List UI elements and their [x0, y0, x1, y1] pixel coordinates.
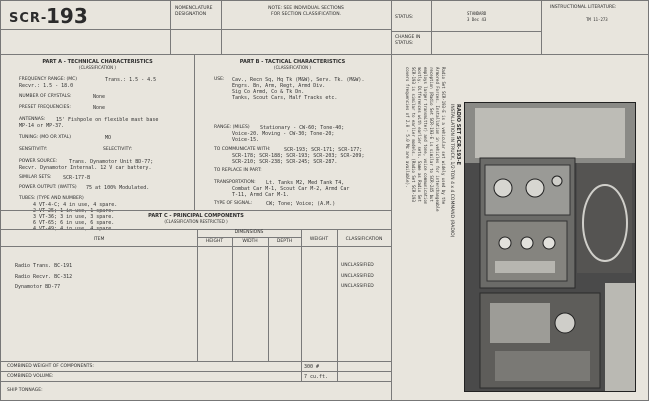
caption-line: covers frequencies of 2.0 - 5.0 Mc are available). [405, 67, 410, 188]
component-class: UNCLASSIFIED [341, 263, 374, 268]
nomenclature-label: NOMENCLATURE DESIGNATION [175, 6, 213, 17]
combined-weight-label: COMBINED WEIGHT OF COMPONENTS: [7, 364, 94, 369]
caption-line: mostly. Differences with earlier sets. Same as Radio Set [417, 67, 422, 202]
preset-label: PRESET FREQUENCIES: [19, 105, 71, 110]
caption-line: Radio Set SCR-193-E is a vehicular set widely used by the [441, 67, 446, 205]
component-class: UNCLASSIFIED [341, 284, 374, 289]
crystals-label: NUMBER OF CRYSTALS: [19, 94, 72, 99]
col-depth: DEPTH [276, 239, 293, 244]
use-line: Tanks, Scout Cars, Half Tracks etc. [232, 95, 338, 101]
power-value: Trans. Dynamotor Unit BD-77; [69, 159, 154, 165]
scr-prefix: SCR- [9, 11, 48, 26]
range-line: Stationary - CW-60; Tone-40; [260, 125, 345, 131]
component-item: Dynamotor BD-77 [15, 284, 61, 290]
component-class: UNCLASSIFIED [341, 274, 374, 279]
output-label: POWER OUTPUT: (WATTS) [19, 185, 77, 190]
freq-label: FREQUENCY RANGE: (MC) [19, 77, 78, 82]
status-label: STATUS: [395, 15, 414, 20]
use-line: Cav., Recn Sq, Hq Tk (M&W), Serv. Tk. (M&W). [232, 77, 365, 83]
replace-label: TO REPLACE IN PART: [214, 168, 262, 173]
component-item: Radio Trans. BC-191 [15, 263, 73, 269]
tube-line: 2 VT-25; 1 in use, 1 spare. [33, 208, 115, 214]
part-a-classification: (CLASSIFICATION ) [79, 65, 116, 70]
part-c-classification: (CLASSIFICATION RESTRICTED ) [164, 219, 228, 224]
tube-line: 3 VT-36; 3 in use, 3 spare. [33, 214, 115, 220]
change-status-label: CHANGE IN STATUS: [395, 35, 421, 46]
part-b-classification: (CLASSIFICATION ) [274, 65, 311, 70]
caption-line: employs larger transmitter) and tone, voice communication [423, 67, 428, 205]
tube-line: 4 VT-4-C; 4 in use, 4 spare. [33, 202, 118, 208]
similar-value: SCR-177-B [63, 175, 91, 181]
combined-volume-value: 7 cu.ft. [304, 374, 329, 380]
tube-line: 4 VT-49; 4 in use, 4 spare. [33, 226, 115, 232]
caption-line: Armored Forces. Installation in vehicles for interchangeable [435, 67, 440, 212]
power-value-2: Recvr. Dynamotor Internal. 12 V car battery. [19, 165, 152, 171]
combined-weight-value: 300 # [304, 364, 320, 370]
range-line: Voice-15. [232, 137, 260, 143]
output-value: 75 at 100% Modulated. [86, 185, 150, 191]
antenna-value: 15' Fishpole on flexible mast base [56, 117, 159, 123]
antenna-value-2: MP-14 or MP-37. [19, 123, 65, 129]
sensitivity-label: SENSITIVITY: [19, 147, 48, 152]
col-classification: CLASSIFICATION [345, 237, 383, 242]
col-width: WIDTH [242, 239, 258, 244]
status-date: 3 Dec 43 [467, 17, 487, 22]
equipment-photo [464, 102, 636, 392]
radio-installation-photo [465, 103, 635, 391]
col-item: ITEM [93, 237, 105, 242]
photo-caption-subtitle: INSTALLATION IN TRUCK, 1/2-TON 4 x 4 COMMAND (RADIO) [449, 104, 454, 238]
range-line: Voice-20. Moving - CW-30; Tone-20; [232, 131, 335, 137]
status-value: STANDARD [467, 11, 487, 16]
transport-line: Combat Car M-1, Scout Car M-2, Armd Car [232, 186, 350, 192]
col-height: HEIGHT [205, 239, 224, 244]
caption-line: SCR-193 is similar to earlier models. (Radio Set SCR-193 [411, 67, 416, 202]
part-c-title: PART C - PRINCIPAL COMPONENTS [148, 213, 244, 219]
col-weight: WEIGHT [309, 237, 329, 242]
photo-caption-title: RADIO SET SCR-193-E [455, 104, 461, 166]
preset-value: None [93, 105, 106, 111]
tuning-value: MO [105, 135, 112, 141]
use-line: Engrs. Bn, Arm, Regt, Armd Div. [232, 83, 326, 89]
use-line: Sig Co Armd, Co & Tk Dn. [232, 89, 305, 95]
literature-value: TM 11-273 [586, 17, 608, 22]
ship-tonnage-label: SHIP TONNAGE: [7, 388, 43, 393]
range-label: RANGE: (MILES) [214, 125, 250, 130]
communicate-line: SCR-193; SCR-171; SCR-177; [284, 147, 363, 153]
section-note: NOTE: SEE INDIVIDUAL SECTIONS FOR SECTION CLASSIFICATION. [268, 6, 344, 17]
similar-label: SIMILAR SETS: [19, 175, 52, 180]
crystals-value: None [93, 94, 106, 100]
col-dimensions: DIMENSIONS [234, 230, 264, 235]
tube-line: 6 VT-65; 6 in use, 6 spare. [33, 220, 115, 226]
part-a-title: PART A - TECHNICAL CHARACTERISTICS [42, 59, 153, 65]
freq-trans: Trans.: 1.5 - 4.5 [105, 77, 157, 83]
combined-volume-label: COMBINED VOLUME: [7, 374, 54, 379]
component-item: Radio Recvr. BC-312 [15, 274, 73, 280]
freq-recvr: Recvr.: 1.5 - 18.0 [19, 83, 74, 89]
tuning-label: TUNING: (MO OR XTAL) [19, 135, 71, 140]
literature-label: INSTRUCTIONAL LITERATURE: [550, 5, 617, 10]
selectivity-label: SELECTIVITY: [103, 147, 133, 152]
use-label: USE: [214, 77, 225, 82]
transport-line: T-11, Armd Car M-1. [232, 192, 290, 198]
antenna-label: ANTENNAS: [19, 117, 46, 122]
tubes-label: TUBES: (TYPE AND NUMBER) [19, 196, 84, 201]
part-b-title: PART B - TACTICAL CHARACTERISTICS [239, 59, 346, 65]
power-label: POWER SOURCE: [19, 159, 58, 164]
signal-label: TYPE OF SIGNAL: [214, 201, 253, 206]
communicate-label: TO COMMUNICATE WITH: [214, 147, 271, 152]
communicate-line: SCR-178; SCR-188; SCR-193; SCR-203; SCR-209; [232, 153, 365, 159]
communicate-line: SCR-210; SCR-238; SCR-245; SCR-287. [232, 159, 338, 165]
caption-line: reception (Radio Set SCR-193-E is similar to SCR-245 but [429, 67, 434, 202]
signal-value: CW; Tone; Voice; (A.M.) [266, 201, 336, 207]
transport-label: TRANSPORTATION: [214, 180, 256, 185]
scr-number: 193 [46, 4, 88, 28]
transport-line: Lt. Tanks M2, Med Tank T4, [266, 180, 345, 186]
